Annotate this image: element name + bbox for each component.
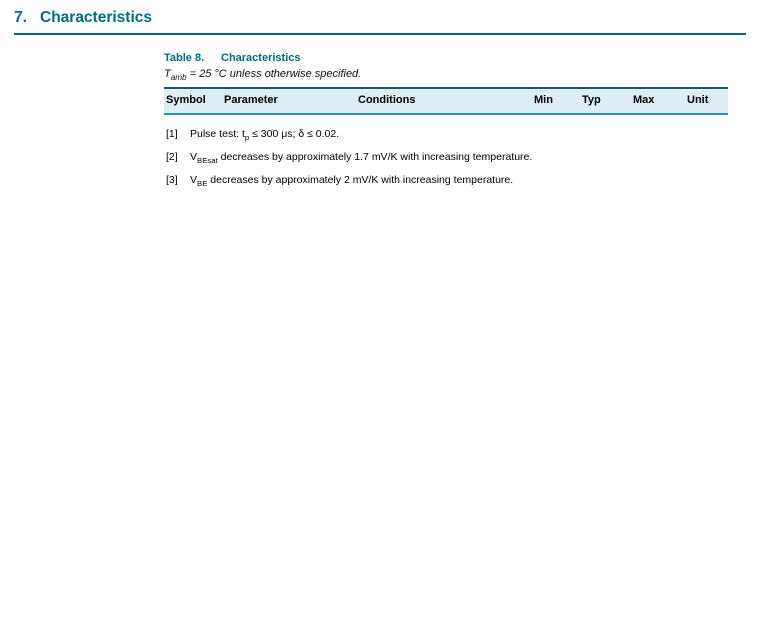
column-header-unit: Unit (685, 88, 728, 114)
footnote-marker: [1] (166, 128, 178, 140)
footnote-text: Pulse test: $t_p \le 300$ μs; δ ≤ 0.02. (190, 128, 340, 143)
footnotes (166, 128, 728, 189)
column-header-typ: Typ (580, 88, 631, 114)
column-header-parameter: Parameter (222, 88, 356, 114)
section-number: 7. (14, 9, 27, 26)
footnote-marker: [3] (166, 174, 178, 186)
characteristics-table (164, 87, 728, 115)
footnote-text: $V_{BEsat}$ decreases by approximately 1.7 mV/K with increasing temperature. (190, 151, 533, 166)
footnote-text: $V_{BE}$ decreases by approximately 2 mV/K with increasing temperature. (190, 174, 514, 189)
column-header-conditions: Conditions (356, 88, 532, 114)
footnote-marker: [2] (166, 151, 178, 163)
table-caption (164, 52, 728, 64)
table-area (164, 52, 728, 197)
table-caption-label: Table 8. (164, 52, 205, 64)
footnote-item (166, 151, 728, 166)
column-header-min: Min (532, 88, 580, 114)
section-heading (14, 9, 746, 35)
column-header-max: Max (631, 88, 685, 114)
footnote-item (166, 128, 728, 143)
footnote-item (166, 174, 728, 189)
table-subtitle: $T_{amb} = 25$ °C unless otherwise specified. (164, 68, 362, 83)
column-header-symbol: Symbol (164, 88, 222, 114)
section-title: Characteristics (40, 9, 153, 26)
table-caption-title: Characteristics (221, 52, 301, 64)
table-header-row (164, 88, 728, 114)
